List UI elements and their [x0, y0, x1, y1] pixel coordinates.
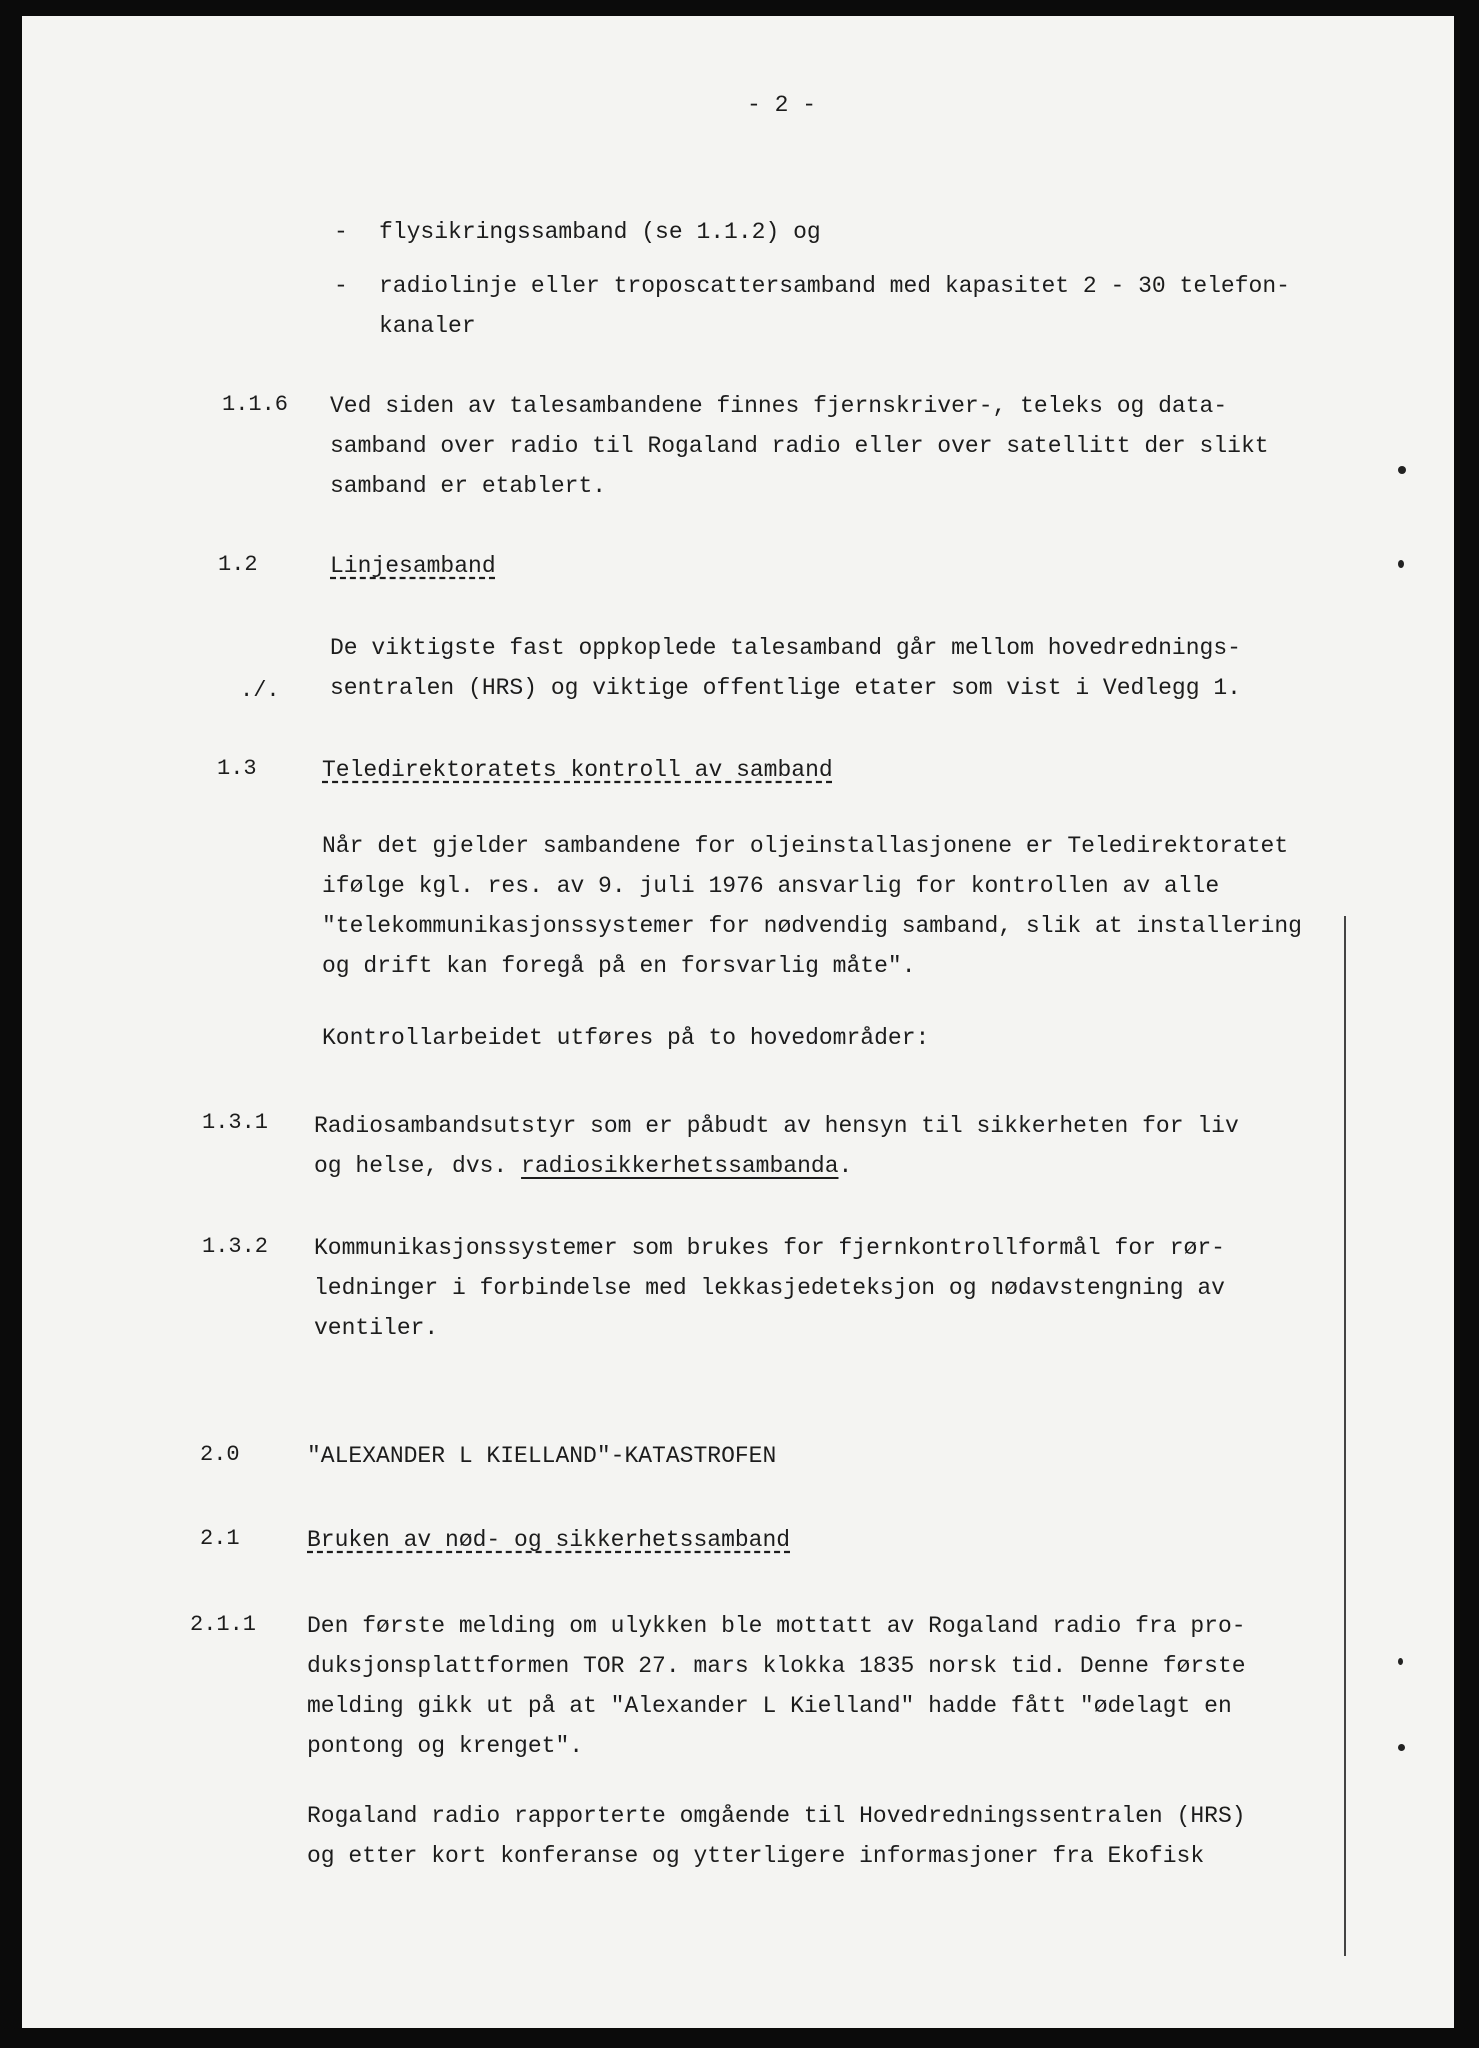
- margin-revision-bar: [1344, 916, 1346, 1956]
- line: kanaler: [379, 313, 476, 339]
- bullet-item-1: flysikringssamband (se 1.1.2) og: [379, 219, 821, 245]
- page-number: - 2 -: [747, 92, 817, 118]
- section-132-text: [314, 1228, 1225, 1348]
- section-12-text: [330, 628, 1241, 708]
- bullet-dash-1: -: [334, 219, 348, 245]
- section-116-text: [330, 386, 1269, 506]
- line: ifølge kgl. res. av 9. juli 1976 ansvarlig for kontrollen av alle: [322, 873, 1220, 899]
- line: "telekommunikasjonssystemer for nødvendig samband, slik at installering: [322, 913, 1302, 939]
- section-211-text: [307, 1606, 1246, 1766]
- section-13-text: [322, 826, 1302, 986]
- line: ventiler.: [314, 1315, 439, 1341]
- section-heading: Bruken av nød- og sikkerhetssamband: [307, 1527, 791, 1553]
- margin-reference-mark: ./.: [240, 678, 280, 703]
- line: ledninger i forbindelse med lekkasjedeteksjon og nødavstengning av: [314, 1275, 1225, 1301]
- section-number: 1.3.2: [202, 1234, 269, 1259]
- section-number: 1.3.1: [202, 1110, 269, 1135]
- line: Når det gjelder sambandene for oljeinstallasjonene er Teledirektoratet: [322, 833, 1289, 859]
- scan-speck: [1398, 560, 1404, 568]
- line: melding gikk ut på at "Alexander L Kielland" hadde fått "ødelagt en: [307, 1693, 1232, 1719]
- section-211-continued: [307, 1796, 1246, 1876]
- chapter-heading: "ALEXANDER L KIELLAND"-KATASTROFEN: [307, 1443, 777, 1469]
- section-number: 1.3: [217, 756, 257, 781]
- bullet-item-2: [379, 266, 1290, 346]
- section-number: 1.1.6: [222, 392, 289, 417]
- scan-speck: [1398, 1744, 1405, 1751]
- document-page: [22, 16, 1454, 2028]
- section-number: 2.1.1: [190, 1612, 257, 1637]
- line: samband er etablert.: [330, 473, 607, 499]
- line: duksjonsplattformen TOR 27. mars klokka 1835 norsk tid. Denne første: [307, 1653, 1246, 1679]
- section-heading: Linjesamband: [330, 553, 496, 579]
- line: Ved siden av talesambandene finnes fjernskriver-, teleks og data-: [330, 393, 1228, 419]
- section-number: 1.2: [218, 552, 258, 577]
- line: og etter kort konferanse og ytterligere informasjoner fra Ekofisk: [307, 1843, 1205, 1869]
- line: Den første melding om ulykken ble mottatt av Rogaland radio fra pro-: [307, 1613, 1246, 1639]
- line: [314, 1146, 1239, 1186]
- section-number: 2.0: [200, 1442, 240, 1467]
- line: samband over radio til Rogaland radio eller over satellitt der slikt: [330, 433, 1269, 459]
- line: Kommunikasjonssystemer som brukes for fjernkontrollformål for rør-: [314, 1235, 1225, 1261]
- section-131-text: [314, 1106, 1239, 1186]
- underlined-term: radiosikkerhetssambanda: [521, 1153, 839, 1179]
- line: Radiosambandsutstyr som er påbudt av hensyn til sikkerheten for liv: [314, 1113, 1239, 1139]
- section-heading: Teledirektoratets kontroll av samband: [322, 757, 833, 783]
- section-13-intro: Kontrollarbeidet utføres på to hovedområder:: [322, 1025, 930, 1051]
- line: Rogaland radio rapporterte omgående til Hovedredningssentralen (HRS): [307, 1803, 1246, 1829]
- text-span: og helse, dvs.: [314, 1153, 522, 1179]
- section-number: 2.1: [200, 1526, 240, 1551]
- line: sentralen (HRS) og viktige offentlige etater som vist i Vedlegg 1.: [330, 675, 1241, 701]
- line: De viktigste fast oppkoplede talesamband går mellom hovedrednings-: [330, 635, 1241, 661]
- text-span: .: [838, 1153, 853, 1179]
- line: pontong og krenget".: [307, 1733, 584, 1759]
- scan-speck: [1398, 1658, 1403, 1665]
- scan-speck: [1398, 466, 1406, 474]
- line: og drift kan foregå på en forsvarlig måte".: [322, 953, 916, 979]
- line: radiolinje eller troposcattersamband med kapasitet 2 - 30 telefon-: [379, 273, 1290, 299]
- bullet-dash-2: -: [334, 273, 348, 299]
